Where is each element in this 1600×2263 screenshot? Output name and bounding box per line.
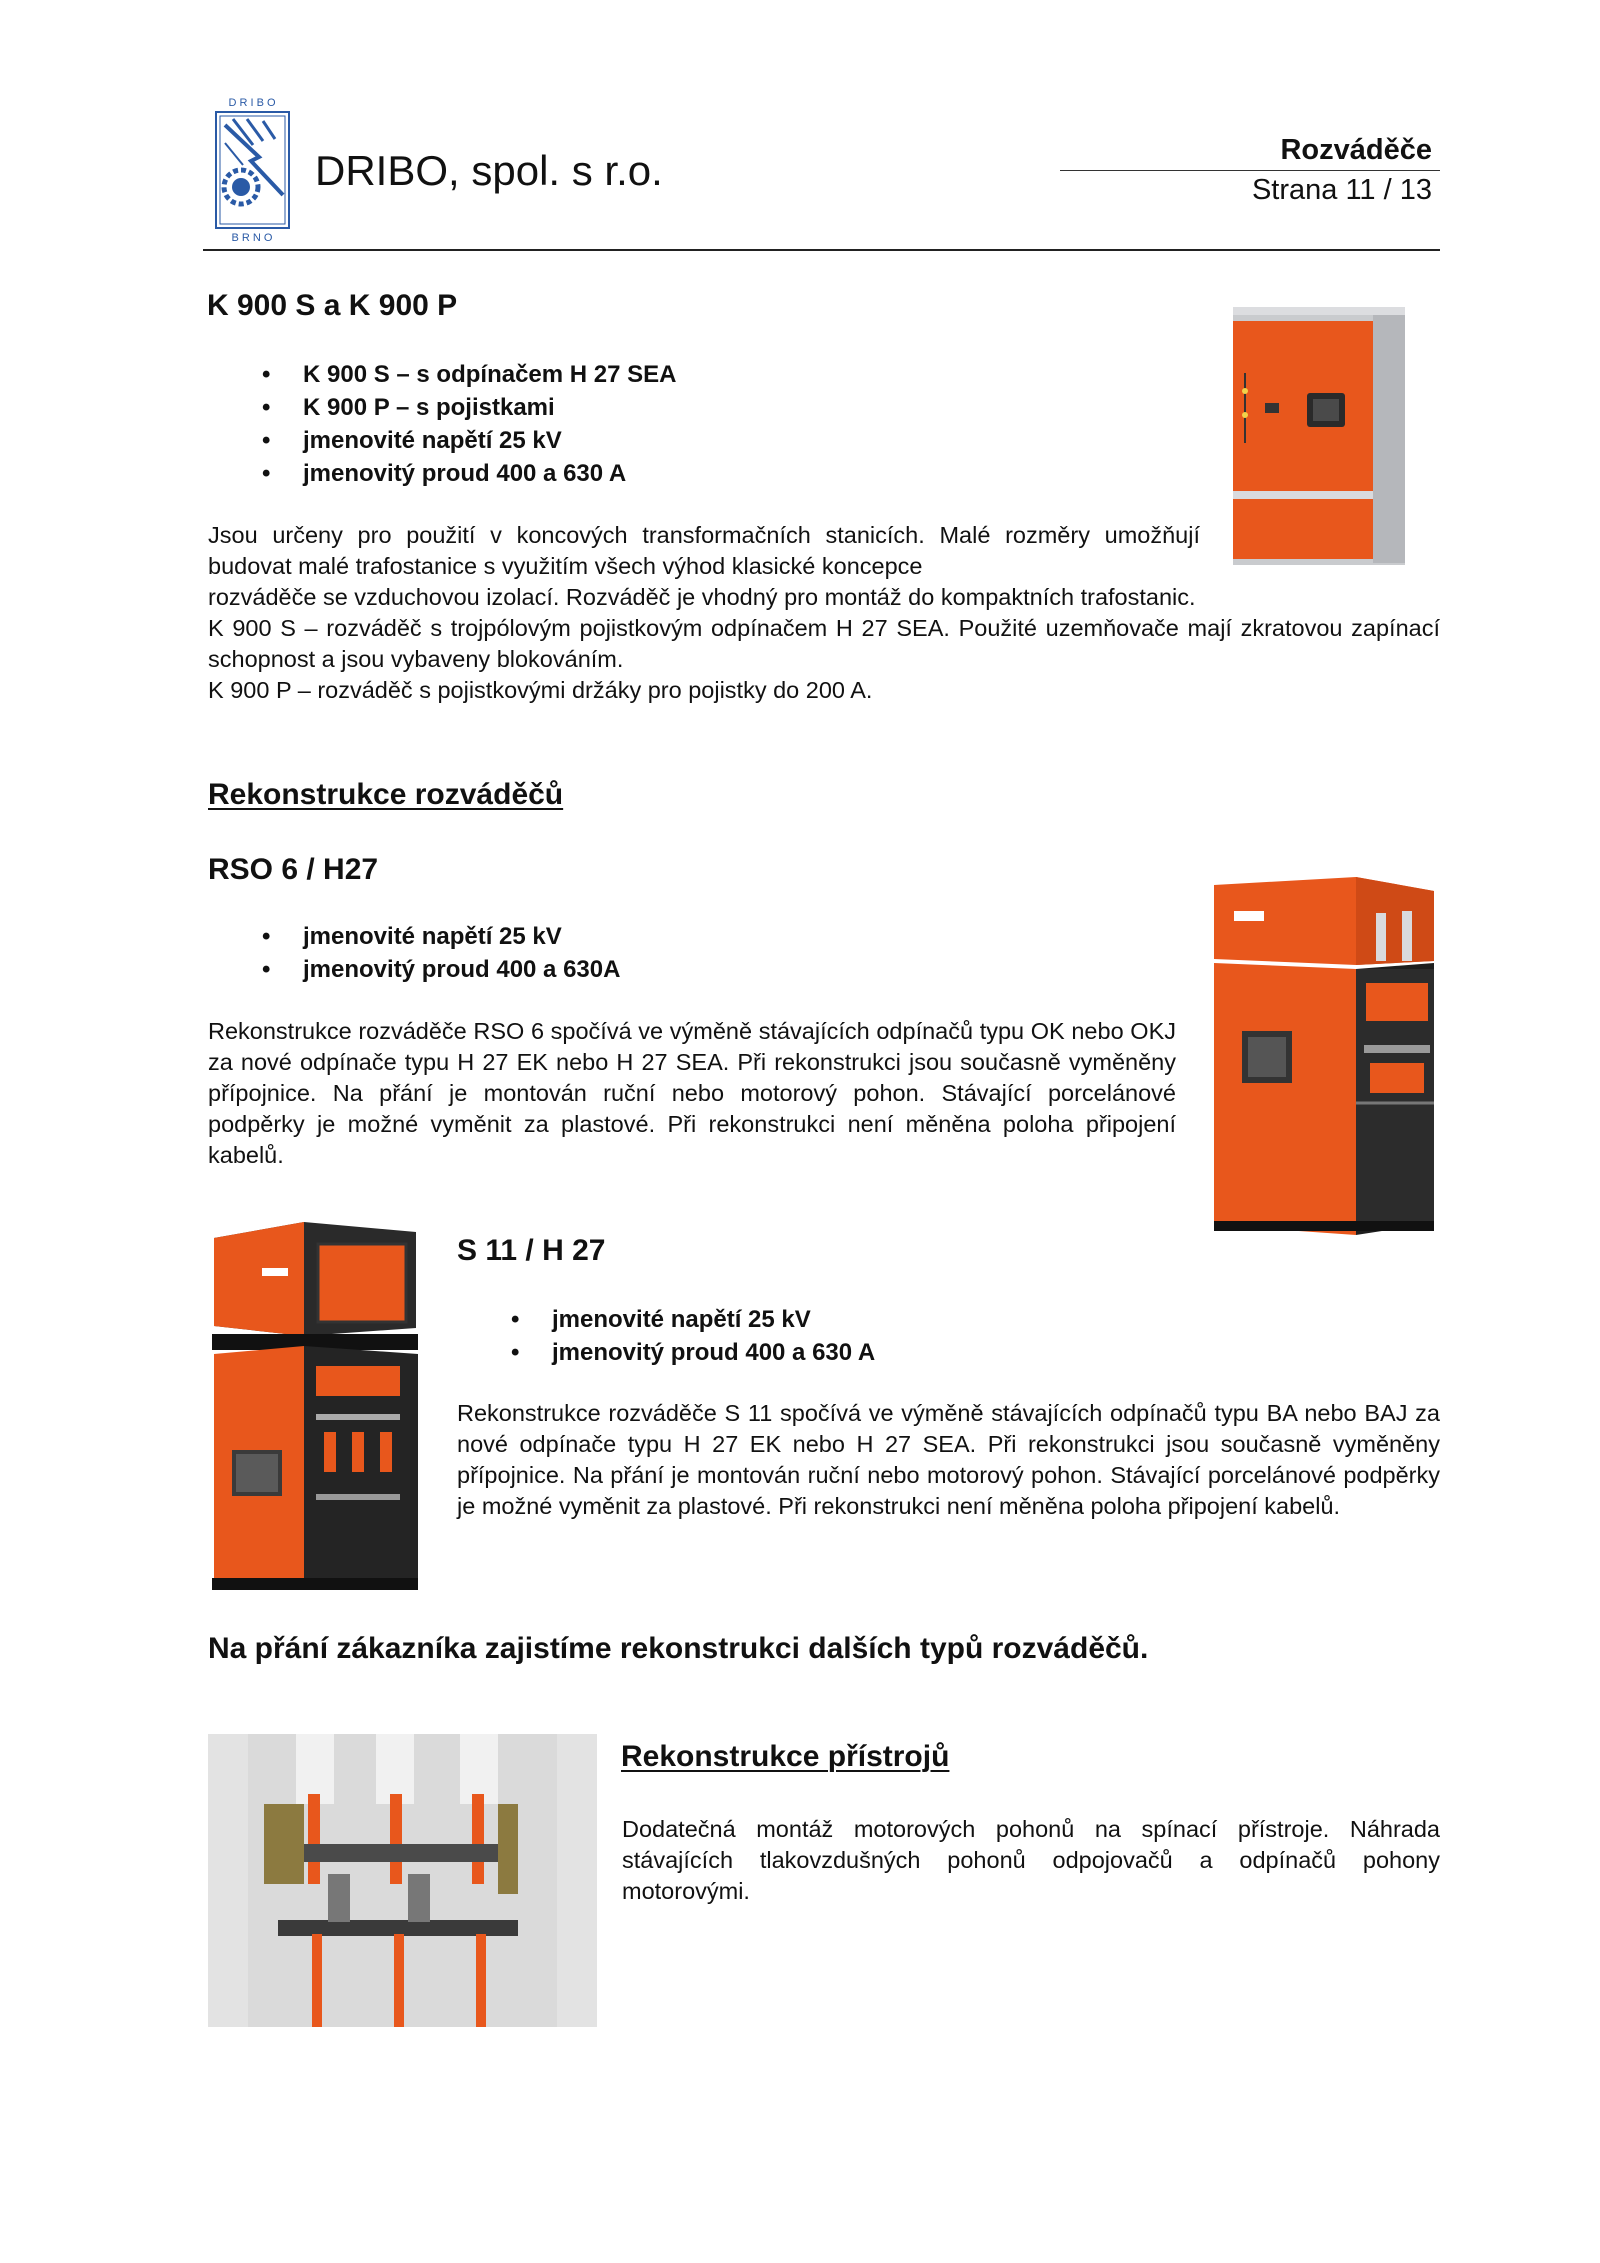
list-item: • jmenovité napětí 25 kV xyxy=(207,424,677,457)
company-logo xyxy=(203,95,302,245)
rso-paragraph: Rekonstrukce rozváděče RSO 6 spočívá ve výměně stávajících odpínačů typu OK nebo OKJ za nové odpínače typu H 27 EK nebo H 27 SEA. Při rekonstrukci jsou současně vyměněny přípojnice. Na přání je montován ruční nebo motorový pohon. Stávající porcelánové podpěrky je možné vyměnit za plastové. Při rekonstrukci není měněna poloha připojení kabelů. xyxy=(208,1018,1176,1168)
list-item: • jmenovitý proud 400 a 630 A xyxy=(456,1336,875,1369)
section-title-devices: Rekonstrukce přístrojů xyxy=(621,1740,950,1773)
list-item: • jmenovitý proud 400 a 630A xyxy=(207,953,620,986)
k900-cabinet-photo xyxy=(1227,303,1410,573)
list-item: • K 900 S – s odpínačem H 27 SEA xyxy=(207,358,677,391)
page-number: Strana 11 / 13 xyxy=(1251,174,1432,206)
section-title-k900: K 900 S a K 900 P xyxy=(207,289,458,322)
list-item: • jmenovité napětí 25 kV xyxy=(456,1303,875,1336)
rso-bullet-list xyxy=(207,920,620,986)
k900-paragraph-1a: Jsou určeny pro použití v koncových transformačních stanicích. Malé rozměry umožňují budovat malé trafostanice s využitím všech výhod klasické koncepce xyxy=(208,522,1200,579)
s11-paragraph: Rekonstrukce rozváděče S 11 spočívá ve výměně stávajících odpínačů typu BA nebo BAJ za nové odpínače typu H 27 EK nebo H 27 SEA. Při rekonstrukci jsou současně vyměněny přípojnice. Na přání je montován ruční nebo motorový pohon. Stávající porcelánové podpěrky je možné vyměnit za plastové. Při rekonstrukci není měněna poloha připojení kabelů. xyxy=(457,1400,1440,1519)
logo-top-text: D R I B O xyxy=(228,97,276,109)
k900-bullet-list xyxy=(207,358,677,490)
customer-note: Na přání zákazníka zajistíme rekonstrukci dalších typů rozváděčů. xyxy=(208,1632,1149,1665)
company-name: DRIBO, spol. s r.o. xyxy=(315,147,663,194)
list-item: • jmenovitý proud 400 a 630 A xyxy=(207,457,677,490)
rso6-cabinet-photo xyxy=(1206,873,1440,1248)
section-title-s11: S 11 / H 27 xyxy=(457,1234,606,1267)
section-title-rso6: RSO 6 / H27 xyxy=(208,853,379,886)
list-item: • K 900 P – s pojistkami xyxy=(207,391,677,424)
devices-paragraph: Dodatečná montáž motorových pohonů na spínací přístroje. Náhrada stávajících tlakovzdušných pohonů odpojovačů a odpínačů pohony motorovými. xyxy=(622,1816,1440,1904)
section-title-reconstruction: Rekonstrukce rozváděčů xyxy=(208,778,564,811)
s11-cabinet-photo xyxy=(206,1218,434,1596)
k900-paragraph-rest: rozváděče se vzduchovou izolací. Rozváděč je vhodný pro montáž do kompaktních trafostanic. K 900 S – rozváděč s trojpólovým pojistkovým odpínačem H 27 SEA. Použité uzemňovače mají zkratovou zapínací schopnost a jsou vybaveny blokováním. K 900 P – rozváděč s pojistkovými držáky pro pojistky do 200 A. xyxy=(208,584,1440,703)
header-rule xyxy=(203,249,1440,251)
devices-photo xyxy=(208,1734,597,2027)
s11-bullet-list xyxy=(456,1303,875,1369)
logo-bottom-text: B R N O xyxy=(231,232,273,244)
list-item: • jmenovité napětí 25 kV xyxy=(207,920,620,953)
title-separator xyxy=(1060,170,1440,171)
document-title: Rozváděče xyxy=(1280,134,1432,166)
